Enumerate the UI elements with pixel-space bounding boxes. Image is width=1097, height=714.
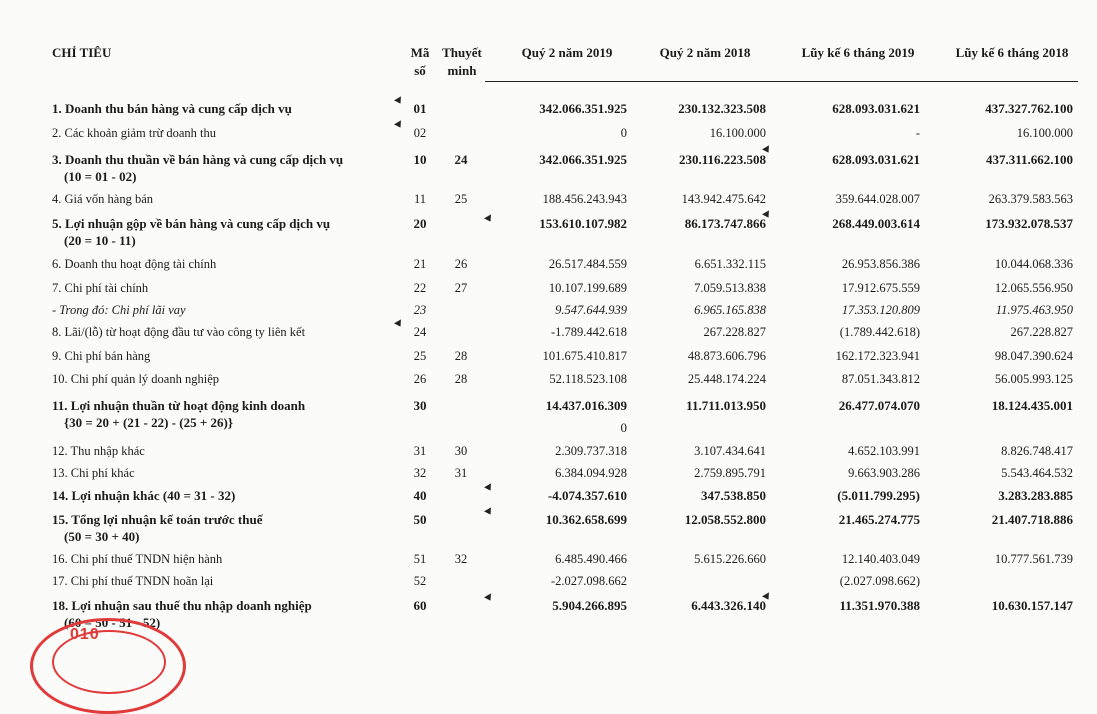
row-value-6m-2019: 628.093.031.621 (832, 101, 920, 116)
row-value-6m-2018: 437.311.662.100 (985, 152, 1073, 167)
row-value-q2-2018: 25.448.174.224 (687, 372, 766, 386)
row-value-6m-2019: 268.449.003.614 (832, 216, 920, 231)
row-value-q2-2019: 14.437.016.309 (545, 398, 627, 413)
row-code: 11 (413, 192, 427, 206)
row-value-6m-2019: (1.789.442.618) (839, 325, 920, 339)
row-note: 26 (454, 257, 468, 271)
check-mark-icon (762, 145, 772, 154)
row-value-q2-2018: 6.965.165.838 (694, 303, 766, 317)
row-value-6m-2019: 26.477.074.070 (838, 398, 920, 413)
header-code (400, 44, 440, 80)
row-value-6m-2018: 8.826.748.417 (1001, 444, 1073, 458)
row-value-q2-2019: 2.309.737.318 (555, 444, 627, 458)
row-value-q2-2019: 342.066.351.925 (539, 101, 627, 116)
row-value-6m-2019: (5.011.799.295) (837, 488, 920, 503)
row-value-6m-2019: 12.140.403.049 (841, 552, 920, 566)
row-code: 02 (413, 126, 427, 140)
row-value-q2-2019: 52.118.523.108 (549, 372, 627, 386)
row-value-q2-2018: 347.538.850 (701, 488, 766, 503)
row-value-6m-2019: 17.912.675.559 (841, 281, 920, 295)
row-formula: (10 = 01 - 02) (64, 169, 137, 184)
check-mark-icon (762, 592, 772, 601)
row-code: 10 (413, 152, 427, 167)
header-code-line2: số (414, 63, 426, 78)
row-code: 23 (413, 303, 427, 317)
row-value-6m-2018: 98.047.390.624 (994, 349, 1073, 363)
row-value-q2-2018: 12.058.552.800 (684, 512, 766, 527)
check-mark-icon (484, 507, 494, 516)
row-label: 18. Lợi nhuận sau thuế thu nhập doanh nghiệp (52, 598, 312, 613)
row-code: 51 (413, 552, 427, 566)
row-value-6m-2018: 437.327.762.100 (985, 101, 1073, 116)
row-note: 28 (454, 372, 468, 386)
row-value-q2-2018: 3.107.434.641 (694, 444, 766, 458)
row-value-q2-2018: 6.651.332.115 (694, 257, 766, 271)
row-value-6m-2019: - (915, 126, 920, 140)
check-mark-icon (762, 210, 772, 219)
row-note: 27 (454, 281, 468, 295)
row-value-q2-2019: 26.517.484.559 (548, 257, 627, 271)
row-value-q2-2018: 267.228.827 (703, 325, 766, 339)
row-note: 32 (454, 552, 468, 566)
row-value-q2-2019: 342.066.351.925 (539, 152, 627, 167)
row-formula-value: 0 (620, 420, 627, 435)
row-value-6m-2019: 628.093.031.621 (832, 152, 920, 167)
row-label: 8. Lãi/(lỗ) từ hoạt động đầu tư vào công ty liên kết (52, 325, 306, 339)
row-label: 4. Giá vốn hàng bán (52, 192, 154, 206)
row-value-q2-2019: -1.789.442.618 (550, 325, 627, 339)
row-value-q2-2018: 86.173.747.866 (684, 216, 766, 231)
row-value-6m-2018: 12.065.556.950 (994, 281, 1073, 295)
row-code: 24 (413, 325, 427, 339)
row-value-6m-2018: 16.100.000 (1016, 126, 1073, 140)
check-mark-icon (484, 593, 494, 602)
row-code: 52 (413, 574, 427, 588)
row-note: 24 (454, 152, 468, 167)
row-value-6m-2018: 18.124.435.001 (991, 398, 1073, 413)
row-label: 17. Chi phí thuế TNDN hoãn lại (52, 574, 214, 588)
row-formula: (20 = 10 - 11) (64, 233, 136, 248)
row-code: 20 (413, 216, 427, 231)
row-value-q2-2019: 5.904.266.895 (552, 598, 627, 613)
row-value-q2-2018: 6.443.326.140 (691, 598, 766, 613)
row-code: 32 (413, 466, 427, 480)
row-label: 6. Doanh thu hoạt động tài chính (52, 257, 217, 271)
row-value-q2-2018: 143.942.475.642 (681, 192, 766, 206)
row-value-6m-2018: 3.283.283.885 (998, 488, 1073, 503)
check-mark-icon (484, 483, 494, 492)
row-code: 50 (413, 512, 427, 527)
row-value-q2-2018: 48.873.606.796 (687, 349, 766, 363)
header-col1: Quý 2 năm 2019 (521, 45, 613, 60)
row-value-q2-2018: 230.132.323.508 (678, 101, 766, 116)
row-value-6m-2018: 56.005.993.125 (994, 372, 1073, 386)
row-value-6m-2018: 11.975.463.950 (995, 303, 1073, 317)
row-value-q2-2019: 188.456.243.943 (542, 192, 627, 206)
row-code: 60 (413, 598, 427, 613)
row-value-q2-2019: 10.107.199.689 (548, 281, 627, 295)
header-note-line1: Thuyết (442, 45, 482, 60)
row-formula: {30 = 20 + (21 - 22) - (25 + 26)} (64, 415, 233, 430)
row-value-q2-2019: -2.027.098.662 (550, 574, 627, 588)
row-label: 1. Doanh thu bán hàng và cung cấp dịch vụ (52, 101, 292, 116)
row-note: 31 (454, 466, 468, 480)
row-code: 22 (413, 281, 427, 295)
row-label: 12. Thu nhập khác (52, 444, 145, 458)
row-formula: (50 = 30 + 40) (64, 529, 140, 544)
row-value-q2-2018: 2.759.895.791 (694, 466, 766, 480)
row-code: 26 (413, 372, 427, 386)
header-col4: Lũy kế 6 tháng 2018 (955, 45, 1069, 60)
row-label: 9. Chi phí bán hàng (52, 349, 151, 363)
row-value-6m-2018: 10.044.068.336 (994, 257, 1073, 271)
row-label: 10. Chi phí quản lý doanh nghiệp (52, 372, 219, 386)
row-label: 15. Tổng lợi nhuận kế toán trước thuế (52, 512, 263, 527)
row-label: 11. Lợi nhuận thuần từ hoạt động kinh doanh (52, 398, 306, 413)
row-code: 30 (413, 398, 427, 413)
row-value-6m-2019: 21.465.274.775 (838, 512, 920, 527)
row-label: 13. Chi phí khác (52, 466, 135, 480)
row-code: 40 (413, 488, 427, 503)
check-mark-icon (394, 120, 404, 129)
row-value-q2-2018: 7.059.513.838 (694, 281, 766, 295)
row-value-q2-2018: 11.711.013.950 (686, 398, 766, 413)
header-col3: Lũy kế 6 tháng 2019 (801, 45, 915, 60)
header-rule (485, 81, 1078, 82)
row-value-q2-2019: 0 (620, 126, 627, 140)
check-mark-icon (394, 319, 404, 328)
row-label: 14. Lợi nhuận khác (40 = 31 - 32) (52, 488, 236, 503)
row-note: 30 (454, 444, 468, 458)
row-note: 28 (454, 349, 468, 363)
row-value-6m-2019: (2.027.098.662) (839, 574, 920, 588)
row-label: 7. Chi phí tài chính (52, 281, 149, 295)
row-value-q2-2019: -4.074.357.610 (547, 488, 627, 503)
row-label: 3. Doanh thu thuần về bán hàng và cung cấp dịch vụ (52, 152, 344, 167)
row-value-q2-2019: 101.675.410.817 (542, 349, 627, 363)
row-value-6m-2018: 5.543.464.532 (1001, 466, 1073, 480)
check-mark-icon (394, 96, 404, 105)
row-label: 16. Chi phí thuế TNDN hiện hành (52, 552, 223, 566)
row-formula: (60 = 50 - 51 - 52) (64, 615, 161, 630)
header-note-line2: minh (447, 63, 477, 78)
row-value-6m-2019: 11.351.970.388 (839, 598, 920, 613)
row-value-q2-2019: 6.485.490.466 (555, 552, 627, 566)
row-value-6m-2019: 87.051.343.812 (841, 372, 920, 386)
row-value-6m-2019: 17.353.120.809 (841, 303, 920, 317)
row-value-6m-2019: 9.663.903.286 (848, 466, 920, 480)
row-value-q2-2018: 16.100.000 (709, 126, 766, 140)
row-value-6m-2018: 10.630.157.147 (991, 598, 1073, 613)
row-value-6m-2019: 26.953.856.386 (841, 257, 920, 271)
header-col2: Quý 2 năm 2018 (659, 45, 751, 60)
row-label: - Trong đó: Chi phí lãi vay (52, 303, 186, 317)
row-value-q2-2019: 10.362.658.699 (545, 512, 627, 527)
row-value-q2-2019: 6.384.094.928 (555, 466, 627, 480)
row-code: 25 (413, 349, 427, 363)
row-code: 31 (413, 444, 427, 458)
row-label: 5. Lợi nhuận gộp về bán hàng và cung cấp dịch vụ (52, 216, 331, 231)
row-value-q2-2019: 153.610.107.982 (539, 216, 627, 231)
header-indicator: CHỈ TIÊU (52, 45, 112, 60)
stamp-number: 010 (70, 626, 100, 643)
row-value-6m-2018: 173.932.078.537 (985, 216, 1073, 231)
header-code-line1: Mã (410, 45, 430, 60)
row-value-6m-2018: 267.228.827 (1010, 325, 1073, 339)
row-value-6m-2019: 162.172.323.941 (835, 349, 920, 363)
row-value-6m-2018: 10.777.561.739 (994, 552, 1073, 566)
row-value-6m-2018: 263.379.583.563 (988, 192, 1073, 206)
row-code: 21 (413, 257, 427, 271)
row-value-q2-2018: 230.116.223.508 (678, 152, 766, 167)
row-value-q2-2018: 5.615.226.660 (694, 552, 766, 566)
check-mark-icon (484, 214, 494, 223)
row-value-6m-2018: 21.407.718.886 (991, 512, 1073, 527)
row-code: 01 (413, 101, 427, 116)
row-label: 2. Các khoản giảm trừ doanh thu (52, 126, 217, 140)
row-note: 25 (454, 192, 468, 206)
header-note (438, 44, 486, 80)
row-value-6m-2019: 359.644.028.007 (835, 192, 920, 206)
row-value-q2-2019: 9.547.644.939 (555, 303, 627, 317)
row-value-6m-2019: 4.652.103.991 (848, 444, 920, 458)
